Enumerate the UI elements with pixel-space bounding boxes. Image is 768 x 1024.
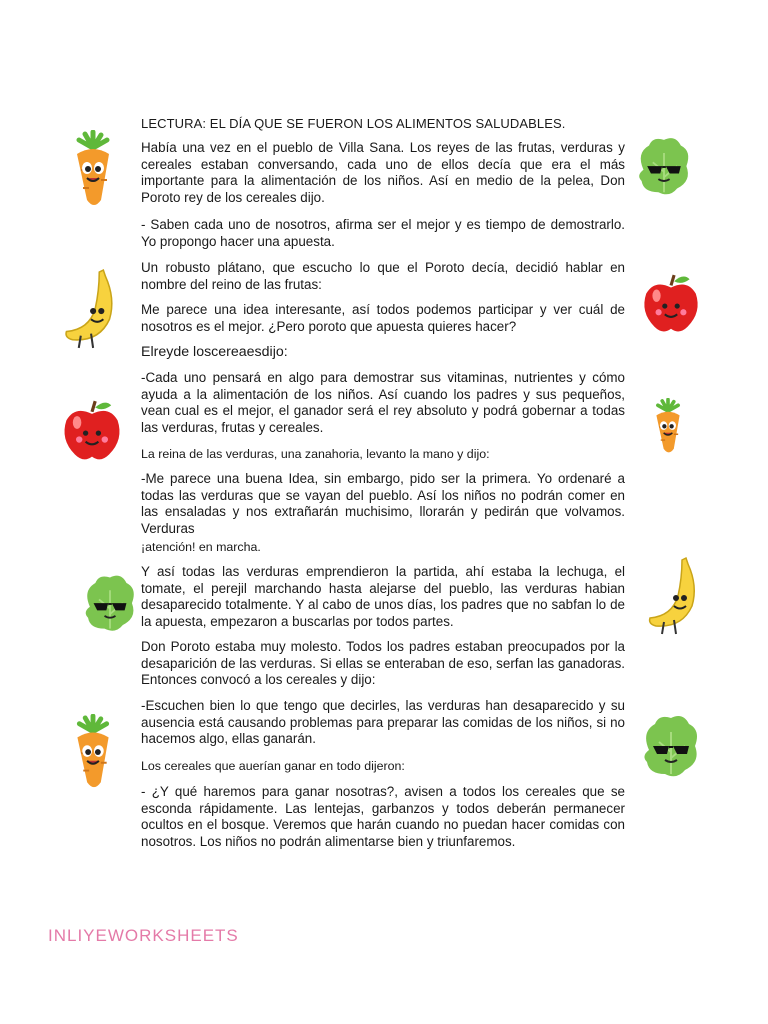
apple-icon <box>60 398 124 464</box>
footer-watermark: INLIYEWORKSHEETS <box>48 926 239 945</box>
banana-icon <box>58 268 120 350</box>
paragraph-14: - ¿Y qué haremos para ganar nosotras?, avisen a todos los cereales que se esconda rápidamente. Las lentejas, garbanzos y todos deberán permanecer ocultos en el bosque. Veremos que harán cuando no puedan hacer comidas con nosotros. Los niños no podrán alimentarse bien y triunfaremos. <box>141 784 625 849</box>
paragraph-1: Había una vez en el pueblo de Villa Sana. Los reyes de las frutas, verduras y cereales estaban conversando, cada uno de ellos decía que era el más importante para la alimentación de los niños. Así en medio de la pelea, Don Poroto rey de los cereales dijo. <box>141 140 625 205</box>
lettuce-icon <box>634 712 708 782</box>
paragraph-3: Un robusto plátano, que escucho lo que el Poroto decía, decidió hablar en nombre del reino de las frutas: <box>141 260 625 292</box>
paragraph-6: -Cada uno pensará en algo para demostrar sus vitaminas, nutrientes y cómo ayuda a la alimentación de los niños. Así cuando los padres y sus pequeños, vean cual es el mejor, el ganador será el rey absoluto y podrá gobernar a todas las verduras, frutas y cereales. <box>141 370 625 435</box>
carrot-icon <box>62 130 124 210</box>
reading-title: LECTURA: EL DÍA QUE SE FUERON LOS ALIMENTOS SALUDABLES. <box>141 116 566 131</box>
carrot-icon <box>640 398 696 456</box>
paragraph-11: Don Poroto estaba muy molesto. Todos los padres estaban preocupados por la desaparición de las verduras. Si ellas se enteraban de eso, serfan las ganadoras. Entonces convocó a los cereales y dijo: <box>141 639 625 688</box>
paragraph-12: -Escuchen bien lo que tengo que decirles, las verduras han desaparecido y su ausencia está causando problemas para preparar las comidas de los niños, si no hacemos algo, ellas ganarán. <box>141 698 625 747</box>
paragraph-13: Los cereales que auerían ganar en todo dijeron: <box>141 759 405 773</box>
lettuce-icon <box>80 572 140 636</box>
paragraph-5: Elreyde loscereaesdijo: <box>141 344 288 360</box>
paragraph-2: - Saben cada uno de nosotros, afirma ser el mejor y es tiempo de demostrarlo. Yo propongo hacer una apuesta. <box>141 217 625 249</box>
paragraph-7: La reina de las verduras, una zanahoria, levanto la mano y dijo: <box>141 447 490 461</box>
lettuce-icon <box>636 132 692 202</box>
apple-icon <box>640 272 702 336</box>
carrot-icon <box>62 714 124 792</box>
paragraph-10: Y así todas las verduras emprendieron la partida, ahí estaba la lechuga, el tomate, el perejil marchando hasta alejarse del pueblo, las verduras habian desaparecido totalmente. Y al cabo de unos días, los padres que no sabfan lo de la apuesta, empezaron a buscarlas por todos partes. <box>141 564 625 629</box>
paragraph-8: -Me parece una buena Idea, sin embargo, pido ser la primera. Yo ordenaré a todas las verduras que se vayan del pueblo. Así los niños no podrán comer en las ensaladas y nos extrañarán muchisimo, llorarán y pedirán que volvamos. Verduras <box>141 471 625 536</box>
paragraph-9: ¡atención! en marcha. <box>141 540 261 554</box>
paragraph-4: Me parece una idea interesante, así todos podemos participar y ver cuál de nosotros es el mejor. ¿Pero poroto que apuesta quieres hacer? <box>141 302 625 334</box>
banana-icon <box>642 556 702 636</box>
